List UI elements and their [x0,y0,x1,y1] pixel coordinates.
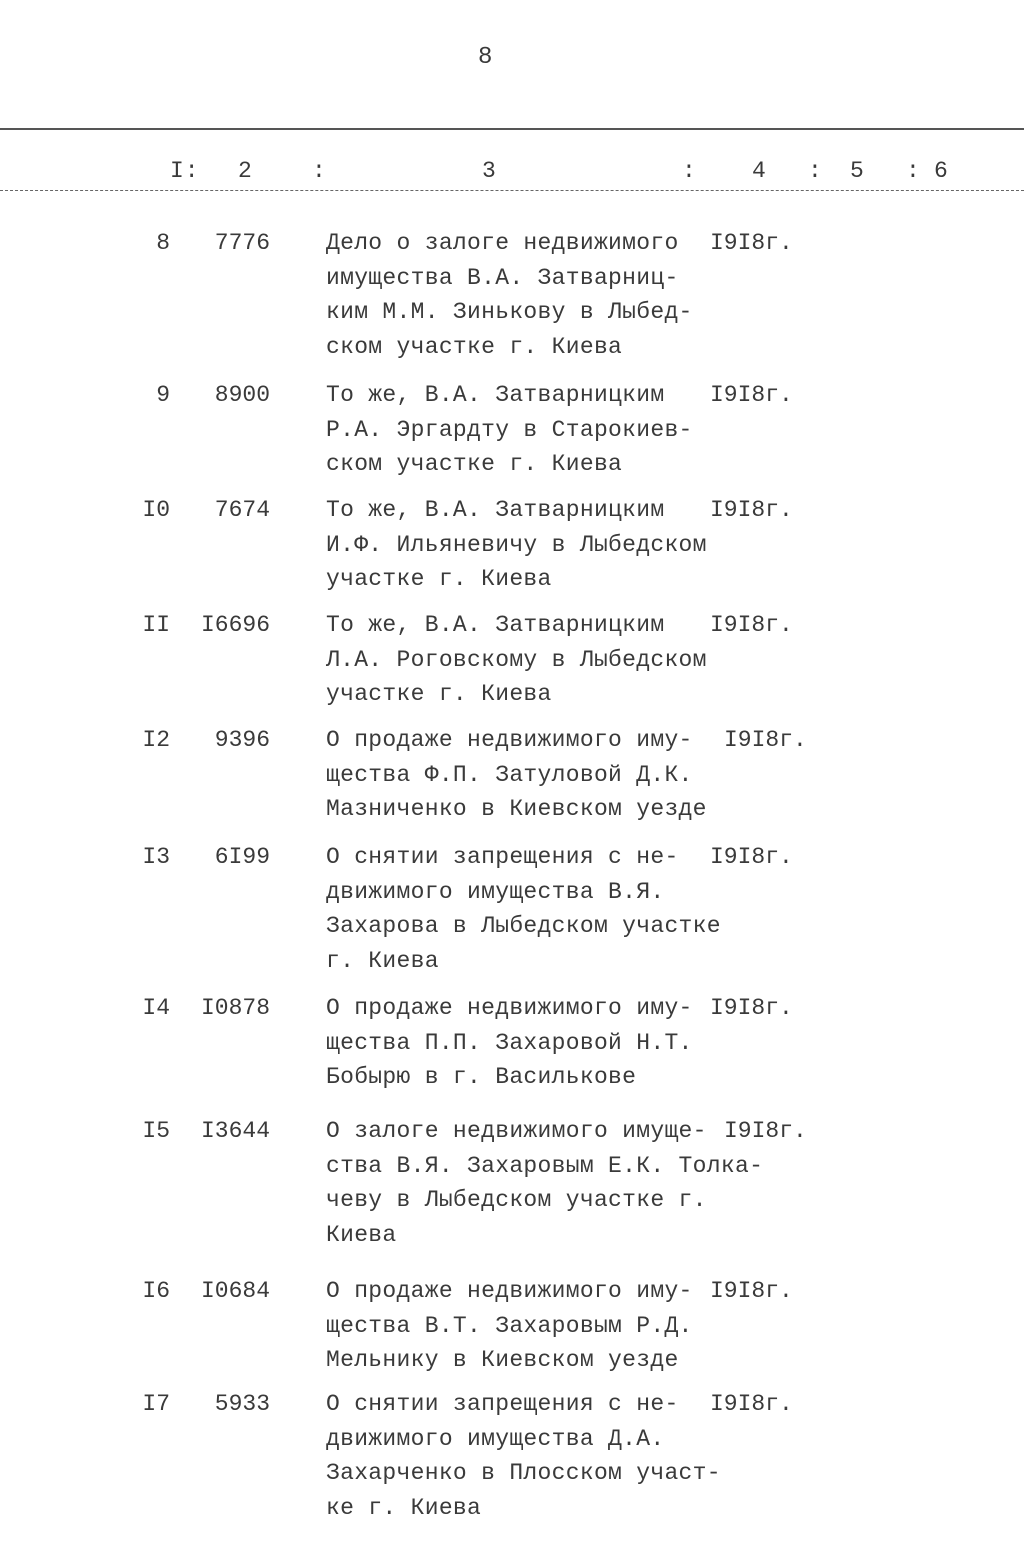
inventory-number: 5933 [214,1391,270,1417]
col-6: 6 [934,158,949,184]
description-line: ким М.М. Зинькову в Лыбед- [326,299,693,325]
description-line: ском участке г. Киева [326,451,623,477]
year: I9I8г. [710,1391,793,1417]
description-line: О залоге недвижимого имуще- [326,1118,707,1144]
description [326,608,707,712]
description-line: участке г. Киева [326,566,552,592]
description-line: Бобырю в г. Василькове [326,1064,637,1090]
description-line: движимого имущества Д.А. [326,1425,665,1452]
year: I9I8г. [724,1118,807,1144]
inventory-number: 9396 [214,727,270,753]
description-line: щества В.Т. Захаровым Р.Д. [326,1312,693,1339]
description [326,723,707,827]
col-3: 3 [482,158,497,184]
description [326,226,693,364]
description-line: Киева [326,1221,397,1248]
year: I9I8г. [710,612,793,638]
description [326,991,693,1095]
col-4: 4 [752,158,767,184]
description-line: ства В.Я. Захаровым Е.К. Толка- [326,1152,764,1179]
row-number: I3 [142,844,170,870]
description-line: Дело о залоге недвижимого [326,230,679,256]
description-line: чеву в Лыбедском участке г. [326,1187,707,1213]
inventory-number: I3644 [200,1118,270,1144]
description-line: имущества В.А. Затварниц- [326,264,679,291]
inventory-number: 7776 [214,230,270,256]
description-line: ке г. Киева [326,1494,482,1521]
col-1: I: [170,158,200,184]
col-2: 2 [238,158,253,184]
description-line: То же, В.А. Затварницким [326,612,665,638]
col-sep: : [312,158,327,184]
inventory-number: 8900 [214,382,270,408]
description-line: Мазниченко в Киевском уезде [326,796,707,822]
col-5: 5 [850,158,865,184]
row-number: II [142,612,170,638]
inventory-number: I0684 [200,1278,270,1304]
description-line: Мельнику в Киевском уезде [326,1347,679,1373]
row-number: I7 [142,1391,170,1417]
description-line: щества Ф.П. Затуловой Д.К. [326,761,693,788]
description [326,1114,763,1252]
year: I9I8г. [710,1278,793,1304]
description [326,493,707,597]
top-rule [0,128,1024,130]
description-line: То же, В.А. Затварницким [326,382,665,408]
description-line: То же, В.А. Затварницким [326,497,665,523]
col-sep: : [808,158,823,184]
description-line: О снятии запрещения с не- [326,844,679,870]
header-rule [0,190,1024,192]
description-line: ском участке г. Киева [326,333,623,360]
description-line: О продаже недвижимого иму- [326,727,693,753]
inventory-number: 6I99 [214,844,270,870]
description-line: г. Киева [326,947,439,974]
inventory-number: I6696 [200,612,270,638]
col-sep: : [906,158,921,184]
row-number: I0 [142,497,170,523]
row-number: I6 [142,1278,170,1304]
row-number: I4 [142,995,170,1021]
description-line: О продаже недвижимого иму- [326,995,693,1021]
description-line: О снятии запрещения с не- [326,1391,679,1417]
description [326,1387,721,1525]
description-line: И.Ф. Ильяневичу в Лыбедском [326,531,707,558]
year: I9I8г. [710,230,793,256]
description [326,1274,693,1378]
year: I9I8г. [710,844,793,870]
description-line: Л.А. Роговскому в Лыбедском [326,646,707,673]
description-line: участке г. Киева [326,681,552,707]
description-line: щества П.П. Захаровой Н.Т. [326,1029,693,1056]
description-line: движимого имущества В.Я. [326,878,665,905]
year: I9I8г. [710,497,793,523]
row-number: 8 [156,230,170,256]
row-number: I5 [142,1118,170,1144]
inventory-number: I0878 [200,995,270,1021]
description [326,840,721,978]
page-number: 8 [478,44,493,71]
description-line: Захарченко в Плосском участ- [326,1460,721,1486]
description-line: Захарова в Лыбедском участке [326,913,721,939]
row-number: I2 [142,727,170,753]
description-line: О продаже недвижимого иму- [326,1278,693,1304]
col-sep: : [682,158,697,184]
year: I9I8г. [724,727,807,753]
year: I9I8г. [710,382,793,408]
row-number: 9 [156,382,170,408]
year: I9I8г. [710,995,793,1021]
description-line: Р.А. Эргардту в Старокиев- [326,416,693,443]
inventory-number: 7674 [214,497,270,523]
description [326,378,693,482]
